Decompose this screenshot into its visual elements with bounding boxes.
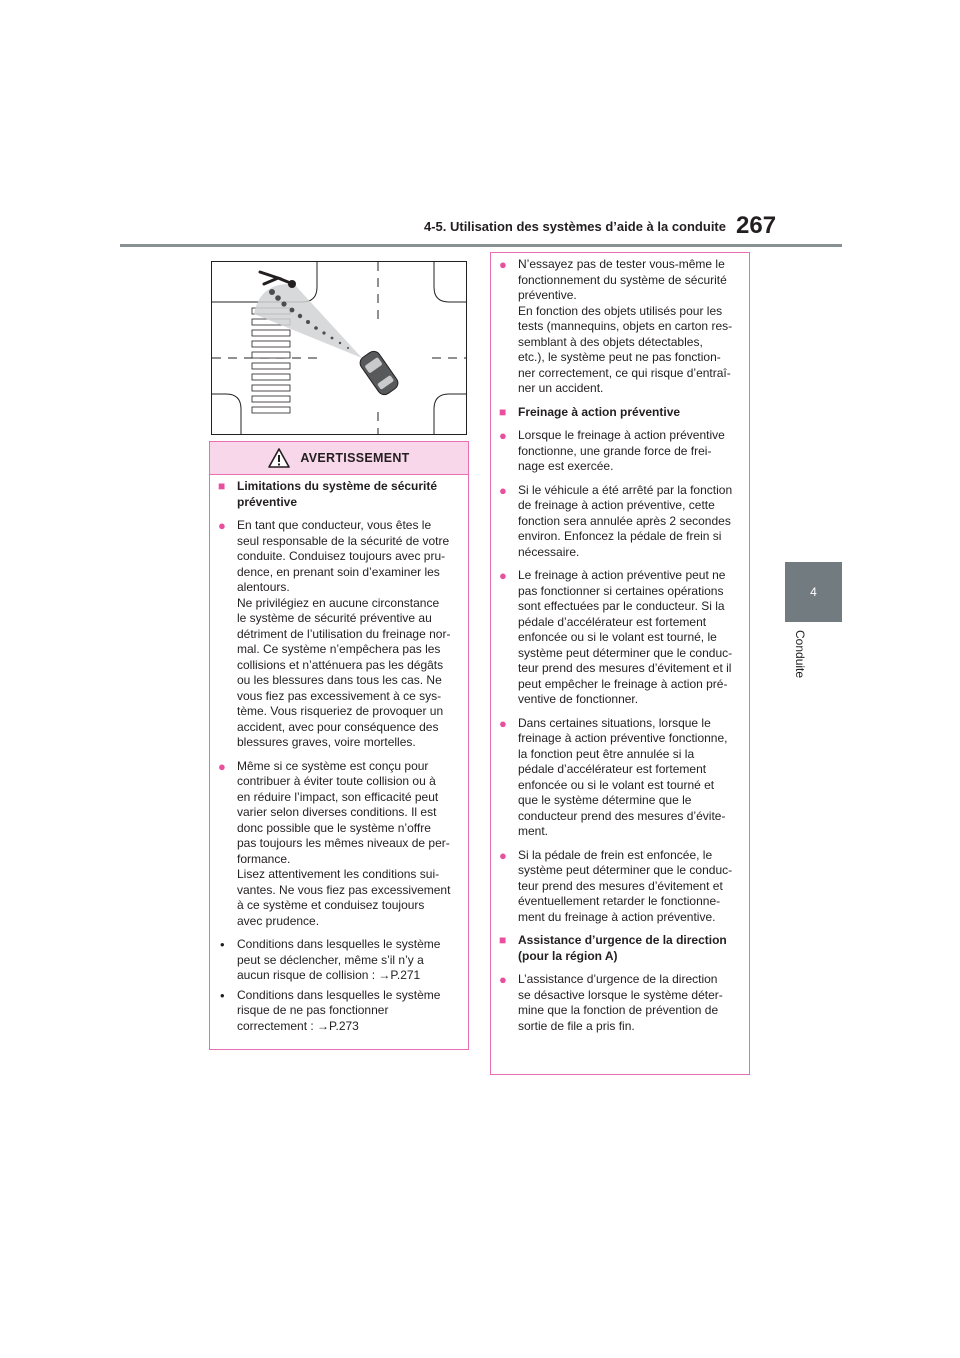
item-text: Conditions dans lesquelles le système risque de ne pas fonctionner correctement : →P.273 — [237, 987, 441, 1033]
item-text: En tant que conducteur, vous êtes le seul responsable de la sécurité de votre conduite. Conduisez toujours avec pru- dence, en prenant soin d’examiner les alentours. Ne privilégiez en aucune circonstance le système de sécurité préventive au détriment de l’utilisation du freinage nor- mal. Ce système n’empêchera pas les collisions et n’atténuera pas les dégâts ou les blessures dans tous les cas. Ne vous fiez pas excessivement à ce sys- tème. Vous risqueriez de provoquer un accident, avec pour conséquence des blessures graves, voire mortelles. — [237, 518, 451, 749]
item-text: Freinage à action préventive — [518, 404, 681, 419]
section-heading — [499, 933, 741, 964]
item-text: Conditions dans lesquelles le système peut se déclencher, même s’il n’y a aucun risque de collision : →P.271 — [237, 937, 441, 982]
header-rule — [120, 244, 842, 247]
item-text: Même si ce système est conçu pour contribuer à éviter toute collision ou à en réduire l’impact, son efficacité peut varier selon diverses conditions. Il est donc possible que le système n’offre pas toujours les mêmes niveaux de per- formance. Lisez attentivement les conditions sui- vantes. Ne vous fiez pas excessivement à ce système et conduisez toujours avec prudence. — [237, 758, 451, 928]
dot-marker-icon: ● — [499, 847, 507, 863]
item-text: Si la pédale de frein est enfoncée, le système peut déterminer que le conduc- teur prend des mesures d’évitement et éventuellement retarder le fonctionne- ment du freinage à action préventive. — [518, 847, 733, 924]
square-marker-icon: ■ — [499, 933, 507, 947]
square-marker-icon: ■ — [499, 404, 507, 419]
list-item — [499, 972, 741, 1034]
chapter-label: Conduite — [793, 630, 807, 679]
dot-marker-icon: ● — [499, 482, 507, 498]
right-column-box — [490, 252, 750, 1075]
item-text: Limitations du système de sécurité préventive — [237, 479, 438, 509]
dot-marker-icon: ● — [218, 518, 226, 533]
header-section-title: 4-5. Utilisation des systèmes d’aide à la conduite — [424, 219, 726, 234]
item-text: Lorsque le freinage à action préventive fonctionne, une grande force de frei- nage est exercée. — [518, 428, 725, 473]
list-item — [499, 568, 741, 708]
list-item — [218, 759, 460, 930]
list-item — [499, 716, 741, 840]
pedestrian-detection-diagram — [212, 262, 466, 434]
item-text: L’assistance d’urgence de la direction se désactive lorsque le système déter- mine que la fonction de prévention de sortie de file a pris fin. — [518, 972, 723, 1033]
warning-box — [209, 441, 469, 1050]
square-marker-icon: ■ — [218, 479, 226, 493]
warning-content — [210, 475, 468, 1034]
list-item — [499, 257, 741, 397]
list-item — [218, 988, 460, 1035]
intersection-illustration — [211, 261, 467, 435]
list-item — [499, 483, 741, 561]
chapter-tab[interactable] — [785, 562, 842, 622]
dot-marker-icon: ● — [218, 758, 226, 774]
section-heading — [499, 405, 741, 421]
dot-marker-icon: ● — [499, 428, 507, 443]
list-item — [499, 848, 741, 926]
right-column-content — [491, 253, 749, 1034]
bullet-marker-icon: • — [220, 987, 225, 1003]
dot-marker-icon: ● — [499, 715, 507, 731]
page-number: 267 — [736, 212, 777, 239]
dot-marker-icon: ● — [499, 972, 507, 987]
chapter-number: 4 — [810, 585, 817, 599]
list-item — [499, 428, 741, 475]
bullet-marker-icon: • — [220, 937, 225, 952]
item-text: Dans certaines situations, lorsque le freinage à action préventive fonctionne, la fonction peut être annulée si la pédale d’accélérateur est fortement enfoncée ou si le volant est tourné et que le système détermine que le conducteur prend des mesures d’évite- ment. — [518, 715, 728, 838]
item-text: Le freinage à action préventive peut ne pas fonctionner si certaines opérations sont effectuées par le conducteur. Si la pédale d’accélérateur est fortement enfoncée ou si le volant est tourné, le système peut déterminer que le conduc- teur prend des mesures d’évitement et il peut empêcher le freinage à action pré- ventive de fonctionner. — [518, 568, 733, 706]
dot-marker-icon: ● — [499, 257, 507, 272]
list-item — [218, 937, 460, 984]
list-item — [218, 518, 460, 751]
dot-marker-icon: ● — [499, 568, 507, 583]
item-text: Assistance d’urgence de la direction (pour la région A) — [518, 933, 727, 963]
section-heading — [218, 479, 460, 510]
item-text: Si le véhicule a été arrêté par la fonction de freinage à action préventive, cette fonction sera annulée après 2 secondes environ. Enfoncez la pédale de frein si nécessaire. — [518, 482, 733, 559]
warning-header — [210, 442, 468, 475]
item-text: N’essayez pas de tester vous-même le fonctionnement du système de sécurité préventive. En fonction des objets utilisés pour les tests (mannequins, objets en carton res- semblant à des objets détectables, etc.), le système peut ne pas fonction- ner correctement, ce qui risque d’entraî- ner un accident. — [518, 257, 733, 395]
warning-title: AVERTISSEMENT — [300, 451, 410, 465]
warning-triangle-icon — [268, 448, 290, 468]
